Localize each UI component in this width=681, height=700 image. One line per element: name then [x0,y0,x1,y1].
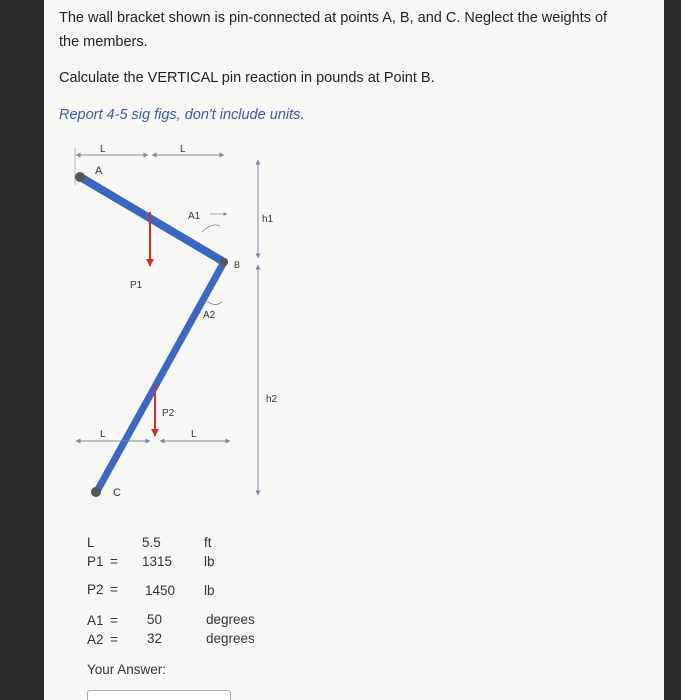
given-L-value: 5.5 [142,535,161,550]
label-L-top-left: L [100,144,106,155]
label-C: C [113,487,121,499]
label-L-bottom-left: L [100,429,106,440]
label-h1: h1 [262,214,274,225]
label-A2: A2 [203,310,216,321]
label-A1: A1 [188,211,201,222]
label-P2: P2 [162,408,175,419]
question-instruction: Calculate the VERTICAL pin reaction in pounds at Point B. [59,70,435,86]
given-P1-name: P1 [87,554,104,569]
given-P1-value: 1315 [142,554,173,569]
pin-B [220,258,228,266]
question-text: The wall bracket shown is pin-connected at points A, B, and C. Neglect the weights of the members. [59,10,608,50]
given-A2-name: A2 [87,632,104,647]
given-P2-value: 1450 [145,583,176,598]
given-A2-eq: = [110,632,118,647]
given-L-name: L [87,535,95,550]
label-B: B [234,260,241,270]
answer-input[interactable] [87,690,231,700]
label-h2: h2 [266,394,278,405]
question-format-note: Report 4-5 sig figs, don't include units. [59,107,305,123]
given-A2-value: 32 [147,631,163,646]
pin-C [91,487,101,497]
given-P2-name: P2 [87,582,104,597]
member-AB [82,178,224,262]
answer-label: Your Answer: [87,662,167,677]
question-panel [44,0,664,700]
given-A2-unit: degrees [206,631,255,646]
angle-arc-A1 [202,225,220,232]
wall-bracket-diagram [44,0,664,520]
given-L-unit: ft [204,535,212,550]
label-A: A [95,165,103,177]
given-A1-unit: degrees [206,612,255,627]
member-BC [96,262,224,493]
label-P1: P1 [130,280,143,291]
pin-A [75,172,85,182]
given-P1-unit: lb [204,554,215,569]
label-L-bottom-right: L [191,429,197,440]
angle-arc-A2 [206,300,222,305]
given-A1-name: A1 [87,613,104,628]
given-A1-value: 50 [147,612,163,627]
given-A1-eq: = [110,613,118,628]
label-L-top-right: L [180,144,186,155]
given-P2-unit: lb [204,583,215,598]
given-P1-eq: = [110,554,118,569]
given-P2-eq: = [110,582,118,597]
